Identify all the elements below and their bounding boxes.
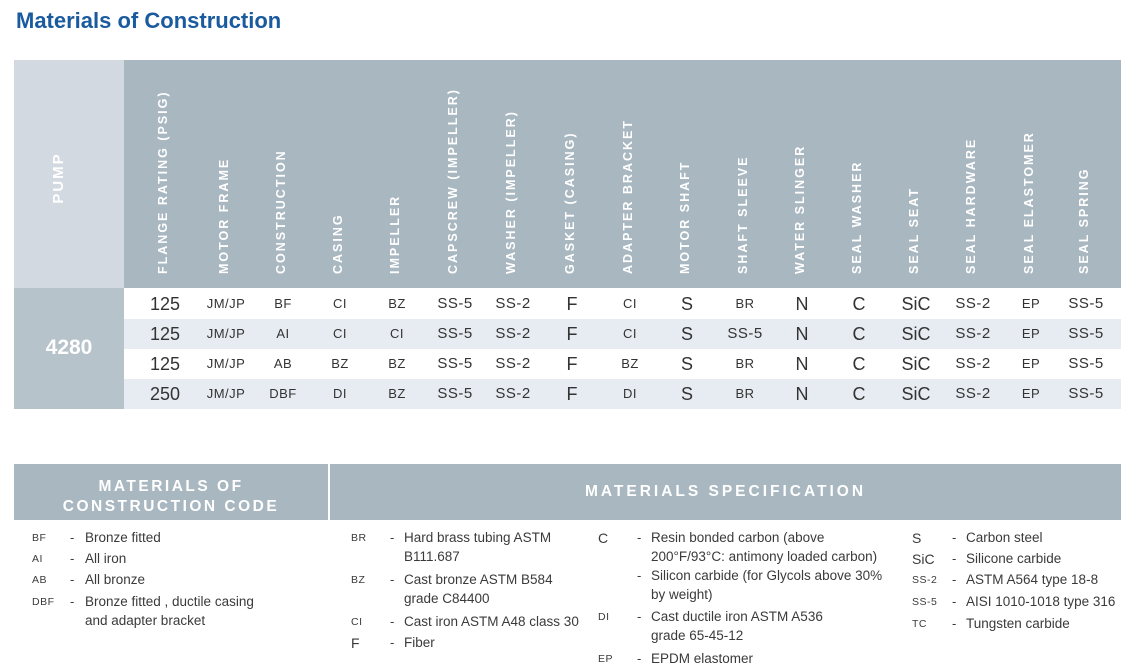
legend-dash: - — [952, 530, 957, 545]
column-header-text: GASKET (CASING) — [563, 131, 577, 274]
table-cell: DBF — [269, 386, 297, 401]
column-header-0 — [155, 60, 175, 288]
legend-text: Fiber — [404, 635, 435, 650]
column-header-12 — [849, 60, 869, 288]
column-header-band — [124, 60, 1121, 288]
column-header-6 — [503, 60, 523, 288]
legend-dash: - — [70, 551, 75, 566]
column-header-text: SEAL SEAT — [907, 187, 921, 274]
table-cell: BZ — [388, 386, 406, 401]
table-cell: S — [680, 324, 693, 344]
table-cell: C — [852, 384, 866, 404]
legend-dash: - — [952, 572, 957, 587]
column-header-9 — [677, 60, 697, 288]
legend-dash: - — [637, 651, 642, 666]
table-row — [124, 319, 1121, 349]
legend-text: All bronze — [85, 572, 146, 587]
legend-code: S — [912, 530, 922, 546]
table-cell: SS-5 — [437, 385, 473, 402]
table-cell: SiC — [901, 294, 931, 314]
table-cell: 125 — [149, 294, 181, 314]
legend-text: Bronze fitted — [85, 530, 161, 545]
column-header-text: WATER SLINGER — [793, 144, 807, 274]
legend-dash: - — [390, 530, 395, 545]
table-cell: SS-5 — [437, 325, 473, 342]
column-header-13 — [906, 60, 926, 288]
legend-text: Bronze fitted , ductile casing — [85, 594, 254, 609]
table-cell: N — [795, 294, 809, 314]
table-cell: SS-2 — [495, 325, 531, 342]
table-cell: SS-5 — [1068, 325, 1104, 342]
legend-code: DI — [598, 611, 610, 623]
column-header-14 — [963, 60, 983, 288]
pump-column-header — [14, 60, 124, 288]
table-cell: BR — [735, 296, 755, 311]
table-cell: SS-2 — [955, 385, 991, 402]
table-cell: JM/JP — [206, 296, 246, 311]
column-header-text: ADAPTER BRACKET — [621, 119, 635, 274]
column-header-text: IMPELLER — [388, 194, 402, 274]
legend-text: B111.687 — [404, 549, 460, 564]
column-header-text: SEAL SPRING — [1077, 167, 1091, 274]
legend-dash: - — [637, 609, 642, 624]
table-cell: CI — [333, 296, 347, 311]
legend-code: CI — [351, 616, 363, 628]
table-cell: F — [566, 294, 578, 314]
legend-dash: - — [390, 614, 395, 629]
table-cell: SS-5 — [727, 325, 763, 342]
column-header-1 — [216, 60, 236, 288]
legend-code: BZ — [351, 574, 366, 586]
legend-code: SS-2 — [912, 574, 938, 586]
pump-model-cell — [14, 288, 124, 409]
table-cell: SS-2 — [955, 355, 991, 372]
legend-dash: - — [70, 530, 75, 545]
table-cell: SS-2 — [495, 355, 531, 372]
legend-dash: - — [952, 551, 957, 566]
table-cell: BZ — [621, 356, 639, 371]
table-cell: 125 — [149, 324, 181, 344]
column-header-16 — [1076, 60, 1096, 288]
table-cell: CI — [623, 326, 637, 341]
legend-dash: - — [70, 594, 75, 609]
table-cell: SS-2 — [955, 325, 991, 342]
column-header-3 — [330, 60, 350, 288]
legend-dash: - — [637, 568, 642, 583]
table-cell: EP — [1021, 296, 1041, 311]
materials-table — [14, 60, 1121, 410]
legend-dash: - — [952, 594, 957, 609]
legend-text: Resin bonded carbon (above — [651, 530, 825, 545]
table-cell: C — [852, 324, 866, 344]
construction-code-header-line1: MATERIALS OF — [98, 478, 244, 495]
legend-code: SiC — [912, 551, 935, 567]
table-cell: C — [852, 294, 866, 314]
legend-text: Silicone carbide — [966, 551, 1062, 566]
table-cell: SiC — [901, 384, 931, 404]
table-cell: SiC — [901, 354, 931, 374]
table-cell: S — [680, 354, 693, 374]
column-header-text: SEAL ELASTOMER — [1022, 131, 1036, 274]
legend-dash: - — [70, 572, 75, 587]
table-cell: SS-5 — [1068, 355, 1104, 372]
column-header-text: SEAL HARDWARE — [964, 137, 978, 274]
legend-code: DBF — [32, 596, 55, 608]
column-header-text: CONSTRUCTION — [274, 149, 288, 274]
table-cell: F — [566, 324, 578, 344]
table-cell: BZ — [388, 356, 406, 371]
column-header-10 — [735, 60, 755, 288]
column-header-text: FLANGE RATING (PSIG) — [156, 90, 170, 274]
table-cell: BF — [274, 296, 292, 311]
legend-text: 200°F/93°C: antimony loaded carbon) — [651, 549, 878, 564]
column-header-15 — [1021, 60, 1041, 288]
table-cell: N — [795, 384, 809, 404]
legend-text: grade 65-45-12 — [651, 628, 744, 643]
table-cell: BR — [735, 386, 755, 401]
column-header-text: SEAL WASHER — [850, 160, 864, 274]
legend-text: by weight) — [651, 587, 713, 602]
legend-text: Cast iron ASTM A48 class 30 — [404, 614, 579, 629]
table-cell: SS-2 — [495, 385, 531, 402]
column-header-7 — [562, 60, 582, 288]
page-title: Materials of Construction — [16, 8, 282, 33]
legend-code: SS-5 — [912, 596, 938, 608]
pump-model-label: 4280 — [45, 336, 93, 359]
table-cell: N — [795, 324, 809, 344]
column-header-4 — [387, 60, 407, 288]
column-header-text: MOTOR SHAFT — [678, 160, 692, 274]
legend-text: ASTM A564 type 18-8 — [966, 572, 1099, 587]
table-cell: AB — [273, 356, 293, 371]
legend-code: TC — [912, 618, 927, 630]
table-cell: JM/JP — [206, 356, 246, 371]
table-cell: 250 — [149, 384, 181, 404]
table-cell: DI — [623, 386, 637, 401]
legend-dash: - — [390, 635, 395, 650]
table-cell: AI — [276, 326, 290, 341]
table-cell: SiC — [901, 324, 931, 344]
table-cell: F — [566, 354, 578, 374]
legend-text: Carbon steel — [966, 530, 1043, 545]
table-cell: SS-5 — [1068, 385, 1104, 402]
table-cell: SS-5 — [1068, 295, 1104, 312]
table-cell: CI — [390, 326, 404, 341]
legend-text: EPDM elastomer — [651, 651, 754, 666]
column-header-text: MOTOR FRAME — [217, 157, 231, 274]
legend-text: Cast ductile iron ASTM A536 — [651, 609, 823, 624]
table-cell: BZ — [331, 356, 349, 371]
legend-code: BF — [32, 532, 47, 544]
legend-dash: - — [390, 572, 395, 587]
table-row — [124, 349, 1121, 379]
legend-text: All iron — [85, 551, 127, 566]
pump-header-label: PUMP — [50, 152, 67, 204]
table-cell: EP — [1021, 326, 1041, 341]
construction-code-header-line2: CONSTRUCTION CODE — [62, 498, 280, 515]
table-cell: 125 — [149, 354, 181, 374]
column-header-text: WASHER (IMPELLER) — [504, 110, 518, 274]
table-cell: S — [680, 294, 693, 314]
table-cell: SS-2 — [955, 295, 991, 312]
legend-code: EP — [598, 653, 614, 665]
legend-text: grade C84400 — [404, 591, 490, 606]
column-header-2 — [273, 60, 293, 288]
legend-text: Cast bronze ASTM B584 — [404, 572, 553, 587]
construction-code-header — [14, 464, 328, 520]
column-header-8 — [620, 60, 640, 288]
legend-text: Silicon carbide (for Glycols above 30% — [651, 568, 883, 583]
table-cell: JM/JP — [206, 326, 246, 341]
legend-code: C — [598, 530, 609, 546]
table-cell: S — [680, 384, 693, 404]
table-cell: C — [852, 354, 866, 374]
table-cell: DI — [333, 386, 347, 401]
legend-code: AI — [32, 553, 43, 565]
legend-code: F — [351, 635, 360, 651]
table-cell: SS-5 — [437, 295, 473, 312]
table-cell: EP — [1021, 356, 1041, 371]
table-cell: JM/JP — [206, 386, 246, 401]
column-header-11 — [792, 60, 812, 288]
column-header-text: SHAFT SLEEVE — [736, 155, 750, 274]
legend-dash: - — [952, 616, 957, 631]
table-cell: BR — [735, 356, 755, 371]
table-cell: SS-5 — [437, 355, 473, 372]
legend-text: Tungsten carbide — [966, 616, 1070, 631]
legend-code: AB — [32, 574, 48, 586]
table-cell: BZ — [388, 296, 406, 311]
legend-text: Hard brass tubing ASTM — [404, 530, 552, 545]
legend-dash: - — [637, 530, 642, 545]
column-header-text: CASING — [331, 213, 345, 274]
table-cell: F — [566, 384, 578, 404]
legend-text: and adapter bracket — [85, 613, 206, 628]
table-cell: CI — [333, 326, 347, 341]
materials-specification-header: MATERIALS SPECIFICATION — [330, 464, 1121, 520]
table-cell: SS-2 — [495, 295, 531, 312]
legend-code: BR — [351, 532, 367, 544]
table-cell: N — [795, 354, 809, 374]
column-header-text: CAPSCREW (IMPELLER) — [446, 88, 460, 274]
legend-text: AISI 1010-1018 type 316 — [966, 594, 1116, 609]
table-row — [124, 379, 1121, 409]
table-cell: EP — [1021, 386, 1041, 401]
column-header-5 — [445, 60, 465, 288]
table-row — [124, 289, 1121, 319]
table-cell: CI — [623, 296, 637, 311]
